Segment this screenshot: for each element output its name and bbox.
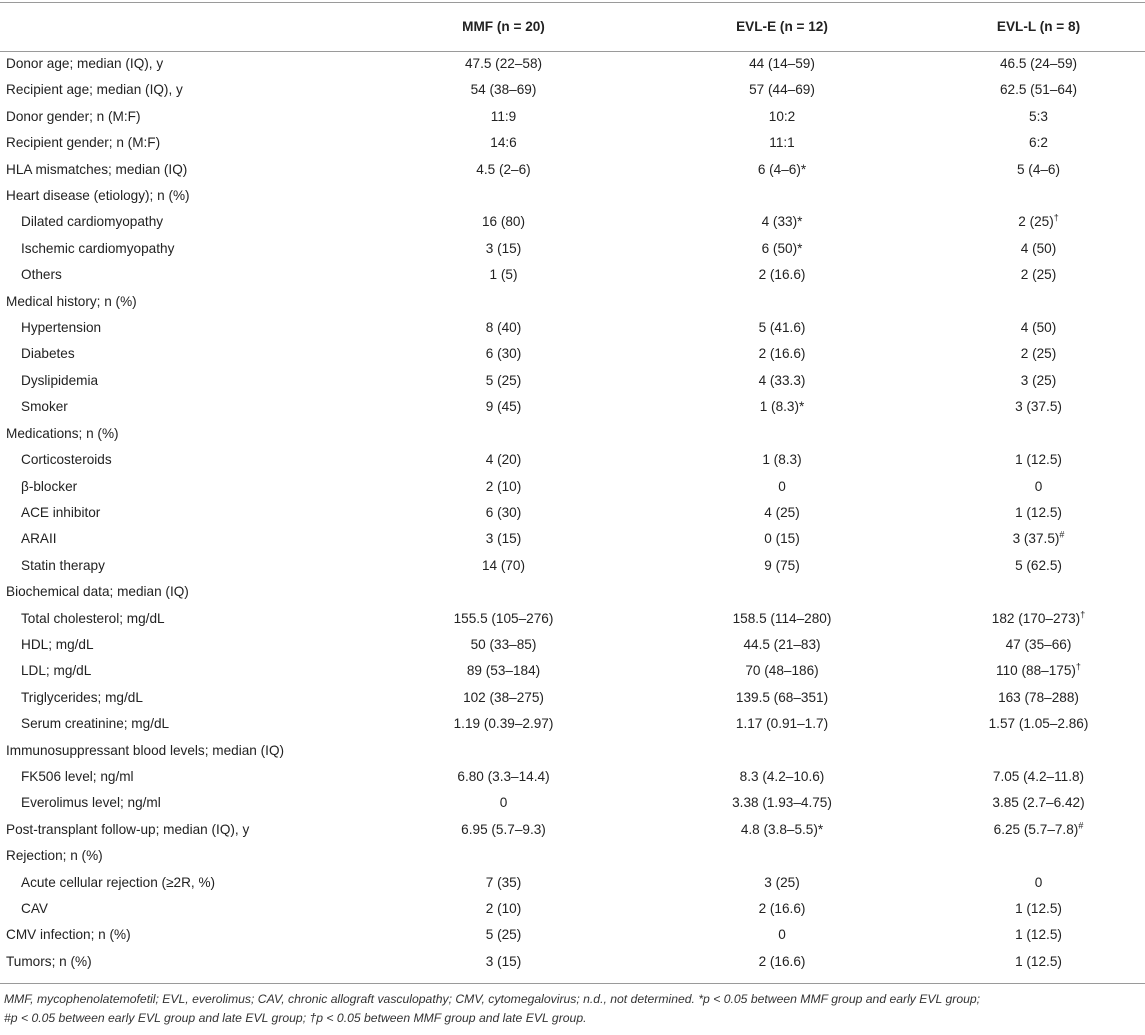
cell-value: 8 (40) <box>485 320 522 336</box>
table-row <box>0 553 1145 579</box>
cell-mmf <box>375 474 632 500</box>
cell-value: 0 <box>1034 478 1043 494</box>
cell-evl-l <box>932 579 1145 605</box>
cell-evl-l <box>932 262 1145 288</box>
cell-value: 6 (4–6)* <box>757 161 807 177</box>
row-label: Ischemic cardiomyopathy <box>21 240 175 256</box>
table-row <box>0 368 1145 394</box>
cell-value: 3 (37.5) <box>1012 531 1060 547</box>
cell-evl-e <box>632 949 932 975</box>
cell-mmf <box>375 51 632 77</box>
cell-evl-l <box>932 500 1145 526</box>
table-row <box>0 157 1145 183</box>
cell-evl-l <box>932 104 1145 130</box>
cell-value: 11:9 <box>490 108 517 124</box>
cell-evl-e <box>632 738 932 764</box>
cell-value: 4 (20) <box>485 452 522 468</box>
cell-value: 57 (44–69) <box>749 82 815 98</box>
table-row <box>0 685 1145 711</box>
cell-evl-e <box>632 104 932 130</box>
cell-evl-e <box>632 394 932 420</box>
row-label: Total cholesterol; mg/dL <box>21 610 165 626</box>
table-row <box>0 526 1145 552</box>
cell-value: 5:3 <box>1029 108 1048 124</box>
cell-value: 89 (53–184) <box>466 663 541 679</box>
row-label: Everolimus level; ng/ml <box>21 795 161 811</box>
cell-value: 0 <box>778 927 786 943</box>
cell-evl-l <box>932 157 1145 183</box>
cell-value: 4 (33.3) <box>758 372 806 388</box>
cell-evl-e <box>632 817 932 843</box>
cell-evl-l <box>932 289 1145 315</box>
cell-value: 1 (5) <box>489 267 518 283</box>
table-row <box>0 421 1145 447</box>
row-label: Tumors; n (%) <box>6 953 92 969</box>
cell-value: 155.5 (105–276) <box>453 610 554 626</box>
cell-evl-e <box>632 474 932 500</box>
cell-mmf <box>375 315 632 341</box>
row-label: Immunosuppressant blood levels; median (IQ) <box>6 742 285 758</box>
row-label: Dyslipidemia <box>21 372 99 388</box>
patient-characteristics-table <box>0 3 1145 975</box>
cell-value: 3 (25) <box>764 874 800 890</box>
cell-value: 2 (16.6) <box>758 901 806 916</box>
significance-marker: # <box>1059 529 1065 540</box>
cell-value: 2 (25) <box>1018 214 1054 230</box>
cell-evl-e <box>632 896 932 922</box>
cell-mmf <box>375 447 632 473</box>
row-label: Smoker <box>21 399 68 415</box>
cell-evl-e <box>632 51 932 77</box>
cell-evl-e <box>632 130 932 156</box>
significance-marker: † <box>1075 661 1081 672</box>
cell-mmf <box>375 209 632 235</box>
cell-value: 2 (25) <box>1020 346 1057 362</box>
row-label: HLA mismatches; median (IQ) <box>6 161 188 177</box>
row-label: Rejection; n (%) <box>6 848 103 864</box>
cell-evl-l <box>932 870 1145 896</box>
significance-marker: # <box>1078 820 1084 831</box>
cell-value: 70 (48–186) <box>745 663 819 679</box>
cell-value: 47 (35–66) <box>1005 636 1072 652</box>
cell-mmf <box>375 896 632 922</box>
table-row <box>0 236 1145 262</box>
cell-evl-l <box>932 553 1145 579</box>
cell-value: 158.5 (114–280) <box>732 610 832 626</box>
row-label: CAV <box>21 901 48 916</box>
cell-value: 3 (15) <box>485 240 522 256</box>
row-label: ARAII <box>21 531 57 547</box>
cell-evl-e <box>632 922 932 948</box>
cell-value: 14:6 <box>490 135 517 151</box>
cell-evl-e <box>632 315 932 341</box>
cell-evl-l <box>932 922 1145 948</box>
header-evl-e: EVL-E (n = 12) <box>736 18 828 34</box>
cell-evl-e <box>632 870 932 896</box>
cell-evl-e <box>632 579 932 605</box>
cell-evl-l <box>932 474 1145 500</box>
cell-value: 4.8 (3.8–5.5)* <box>740 821 824 837</box>
cell-mmf <box>375 289 632 315</box>
significance-marker: † <box>1080 609 1086 619</box>
cell-value: 139.5 (68–351) <box>735 689 829 705</box>
cell-value: 110 (88–175) <box>996 663 1076 679</box>
cell-value: 6 (30) <box>485 504 522 520</box>
cell-value: 0 <box>499 795 508 811</box>
cell-evl-e <box>632 711 932 737</box>
cell-value: 6 (50)* <box>761 240 803 256</box>
cell-evl-l <box>932 236 1145 262</box>
cell-mmf <box>375 394 632 420</box>
table-row <box>0 606 1145 632</box>
cell-mmf <box>375 685 632 711</box>
cell-mmf <box>375 738 632 764</box>
cell-value: 0 <box>1034 874 1043 890</box>
table-footnote <box>4 990 1141 1027</box>
cell-evl-l <box>932 130 1145 156</box>
row-label: Dilated cardiomyopathy <box>21 214 164 230</box>
cell-evl-e <box>632 157 932 183</box>
cell-value: 5 (4–6) <box>1016 161 1061 177</box>
cell-mmf <box>375 421 632 447</box>
cell-value: 6.80 (3.3–14.4) <box>457 768 550 784</box>
cell-value: 44 (14–59) <box>749 56 815 71</box>
cell-evl-l <box>932 685 1145 711</box>
cell-value: 5 (41.6) <box>758 320 806 336</box>
row-label: Donor age; median (IQ), y <box>6 56 164 71</box>
cell-value: 10:2 <box>768 108 796 124</box>
cell-evl-e <box>632 606 932 632</box>
cell-value: 47.5 (22–58) <box>464 56 543 71</box>
cell-value: 2 (10) <box>485 478 522 494</box>
cell-evl-l <box>932 447 1145 473</box>
cell-mmf <box>375 606 632 632</box>
row-label: Hypertension <box>21 320 102 336</box>
cell-value: 9 (45) <box>485 399 522 415</box>
cell-value: 1 (8.3)* <box>759 399 805 415</box>
table-row <box>0 738 1145 764</box>
significance-marker: † <box>1053 212 1059 223</box>
cell-evl-l <box>932 843 1145 869</box>
row-label: Biochemical data; median (IQ) <box>6 584 189 600</box>
table-row <box>0 209 1145 235</box>
table-row <box>0 949 1145 975</box>
cell-value: 14 (70) <box>481 557 526 573</box>
row-label: Medications; n (%) <box>6 425 119 441</box>
row-label: Medical history; n (%) <box>6 293 137 309</box>
table-row <box>0 790 1145 816</box>
row-label: ACE inhibitor <box>21 504 101 520</box>
cell-mmf <box>375 368 632 394</box>
table-row <box>0 843 1145 869</box>
cell-evl-e <box>632 764 932 790</box>
cell-mmf <box>375 262 632 288</box>
cell-evl-l <box>932 341 1145 367</box>
cell-value: 46.5 (24–59) <box>999 56 1078 71</box>
cell-value: 3.85 (2.7–6.42) <box>992 795 1085 811</box>
cell-value: 5 (25) <box>485 927 522 943</box>
row-label: CMV infection; n (%) <box>6 927 131 943</box>
row-label: LDL; mg/dL <box>21 663 92 679</box>
row-label: Statin therapy <box>21 557 105 573</box>
cell-value: 1.19 (0.39–2.97) <box>453 716 554 732</box>
cell-value: 50 (33–85) <box>470 636 537 652</box>
cell-value: 5 (25) <box>485 372 522 388</box>
cell-evl-l <box>932 711 1145 737</box>
row-label: Heart disease (etiology); n (%) <box>6 188 190 204</box>
row-label: FK506 level; ng/ml <box>21 768 134 784</box>
cell-mmf <box>375 77 632 103</box>
table-row <box>0 262 1145 288</box>
cell-evl-l <box>932 77 1145 103</box>
cell-evl-e <box>632 289 932 315</box>
cell-mmf <box>375 949 632 975</box>
cell-mmf <box>375 711 632 737</box>
table-row <box>0 711 1145 737</box>
cell-value: 44.5 (21–83) <box>743 636 821 652</box>
cell-value: 2 (16.6) <box>758 267 806 283</box>
cell-value: 3 (15) <box>485 531 522 547</box>
row-label: Triglycerides; mg/dL <box>21 689 143 705</box>
cell-value: 2 (16.6) <box>758 346 806 362</box>
cell-mmf <box>375 843 632 869</box>
cell-mmf <box>375 658 632 684</box>
cell-evl-e <box>632 236 932 262</box>
cell-value: 62.5 (51–64) <box>999 82 1078 98</box>
cell-value: 2 (25) <box>1020 267 1057 283</box>
cell-evl-e <box>632 368 932 394</box>
cell-value: 6.95 (5.7–9.3) <box>461 821 546 837</box>
cell-evl-e <box>632 500 932 526</box>
table-row <box>0 870 1145 896</box>
table-row <box>0 764 1145 790</box>
cell-value: 2 (10) <box>485 901 522 916</box>
cell-mmf <box>375 764 632 790</box>
table-body <box>0 51 1145 975</box>
cell-value: 1 (12.5) <box>1015 452 1062 468</box>
cell-evl-e <box>632 77 932 103</box>
cell-mmf <box>375 236 632 262</box>
row-label: β-blocker <box>21 478 78 494</box>
cell-value: 102 (38–275) <box>463 689 544 705</box>
cell-evl-l <box>932 738 1145 764</box>
row-label: Acute cellular rejection (≥2R, %) <box>21 874 216 890</box>
cell-evl-e <box>632 421 932 447</box>
cell-mmf <box>375 870 632 896</box>
row-label: Post-transplant follow-up; median (IQ), y <box>6 821 250 837</box>
cell-mmf <box>375 632 632 658</box>
cell-mmf <box>375 130 632 156</box>
header-label-column <box>0 3 375 51</box>
table-row <box>0 500 1145 526</box>
cell-value: 1 (8.3) <box>762 452 802 468</box>
cell-value: 54 (38–69) <box>470 82 537 98</box>
cell-value: 7 (35) <box>485 874 522 890</box>
cell-value: 1 (12.5) <box>1015 901 1062 916</box>
cell-mmf <box>375 526 632 552</box>
cell-evl-e <box>632 183 932 209</box>
table-row <box>0 77 1145 103</box>
cell-mmf <box>375 817 632 843</box>
cell-evl-l <box>932 606 1145 632</box>
footnote-line-2: #p < 0.05 between early EVL group and late EVL group; †p < 0.05 between MMF group and late EVL group. <box>4 1010 587 1025</box>
cell-evl-l <box>932 896 1145 922</box>
table-row <box>0 658 1145 684</box>
cell-evl-l <box>932 421 1145 447</box>
cell-value: 7.05 (4.2–11.8) <box>992 768 1085 784</box>
cell-value: 6.25 (5.7–7.8) <box>993 821 1079 837</box>
cell-value: 6:2 <box>1029 135 1048 151</box>
table-row <box>0 447 1145 473</box>
cell-value: 1 (12.5) <box>1015 953 1062 969</box>
table-row <box>0 104 1145 130</box>
table-row <box>0 579 1145 605</box>
row-label: Diabetes <box>21 346 75 362</box>
table-row <box>0 474 1145 500</box>
table-row <box>0 289 1145 315</box>
cell-mmf <box>375 500 632 526</box>
cell-evl-l <box>932 51 1145 77</box>
cell-evl-l <box>932 632 1145 658</box>
cell-value: 2 (16.6) <box>758 953 806 969</box>
cell-value: 4 (50) <box>1020 240 1057 256</box>
cell-evl-l <box>932 526 1145 552</box>
table-row <box>0 130 1145 156</box>
cell-evl-l <box>932 817 1145 843</box>
cell-value: 16 (80) <box>481 214 526 230</box>
cell-value: 3.38 (1.93–4.75) <box>732 795 832 811</box>
cell-evl-e <box>632 553 932 579</box>
table-header-row <box>0 3 1145 51</box>
cell-mmf <box>375 790 632 816</box>
table-row <box>0 341 1145 367</box>
cell-value: 11:1 <box>769 135 795 151</box>
cell-evl-l <box>932 394 1145 420</box>
cell-value: 4 (50) <box>1020 320 1057 336</box>
cell-evl-e <box>632 632 932 658</box>
table-bottom-rule <box>0 983 1145 984</box>
cell-value: 3 (37.5) <box>1015 399 1062 415</box>
cell-evl-l <box>932 658 1145 684</box>
cell-evl-e <box>632 685 932 711</box>
footnote-line-1: MMF, mycophenolatemofetil; EVL, everolimus; CAV, chronic allograft vasculopathy; CMV, cytomegalovirus; n.d., not determined. *p < 0.05 between MMF group and early EVL group; <box>4 992 981 1006</box>
row-label: Recipient age; median (IQ), y <box>6 82 183 98</box>
table-row <box>0 315 1145 341</box>
cell-evl-e <box>632 209 932 235</box>
cell-value: 5 (62.5) <box>1015 557 1062 573</box>
table-row <box>0 394 1145 420</box>
cell-value: 0 <box>778 478 786 494</box>
table-row <box>0 896 1145 922</box>
cell-value: 4.5 (2–6) <box>476 161 531 177</box>
cell-value: 1.57 (1.05–2.86) <box>988 716 1089 732</box>
cell-mmf <box>375 553 632 579</box>
row-label: HDL; mg/dL <box>21 636 94 652</box>
cell-evl-l <box>932 764 1145 790</box>
cell-value: 163 (78–288) <box>998 689 1079 705</box>
cell-value: 4 (25) <box>764 504 800 520</box>
row-label: Others <box>21 267 62 283</box>
cell-mmf <box>375 157 632 183</box>
table-row <box>0 51 1145 77</box>
table-row <box>0 922 1145 948</box>
cell-evl-l <box>932 368 1145 394</box>
table-row <box>0 632 1145 658</box>
cell-value: 1.17 (0.91–1.7) <box>735 716 829 732</box>
row-label: Donor gender; n (M:F) <box>6 108 141 124</box>
cell-value: 3 (25) <box>1020 372 1057 388</box>
cell-evl-l <box>932 209 1145 235</box>
cell-value: 4 (33)* <box>761 214 803 230</box>
cell-value: 0 (15) <box>764 531 800 547</box>
row-label: Recipient gender; n (M:F) <box>6 135 161 151</box>
cell-evl-l <box>932 790 1145 816</box>
cell-value: 1 (12.5) <box>1015 927 1062 943</box>
cell-evl-e <box>632 658 932 684</box>
table-row <box>0 817 1145 843</box>
cell-evl-l <box>932 315 1145 341</box>
cell-value: 1 (12.5) <box>1015 504 1062 520</box>
row-label: Serum creatinine; mg/dL <box>21 716 170 732</box>
cell-evl-e <box>632 262 932 288</box>
cell-evl-e <box>632 447 932 473</box>
table-row <box>0 183 1145 209</box>
header-mmf: MMF (n = 20) <box>462 18 545 34</box>
cell-mmf <box>375 922 632 948</box>
cell-evl-e <box>632 790 932 816</box>
cell-value: 6 (30) <box>485 346 522 362</box>
row-label: Corticosteroids <box>21 452 112 468</box>
cell-value: 182 (170–273) <box>991 610 1081 626</box>
cell-evl-e <box>632 341 932 367</box>
cell-evl-l <box>932 949 1145 975</box>
cell-mmf <box>375 341 632 367</box>
cell-mmf <box>375 579 632 605</box>
cell-value: 3 (15) <box>485 953 522 969</box>
cell-evl-e <box>632 526 932 552</box>
cell-mmf <box>375 104 632 130</box>
cell-mmf <box>375 183 632 209</box>
cell-evl-e <box>632 843 932 869</box>
header-evl-l: EVL-L (n = 8) <box>996 18 1081 34</box>
cell-value: 8.3 (4.2–10.6) <box>739 768 825 784</box>
cell-value: 9 (75) <box>764 557 800 573</box>
cell-evl-l <box>932 183 1145 209</box>
